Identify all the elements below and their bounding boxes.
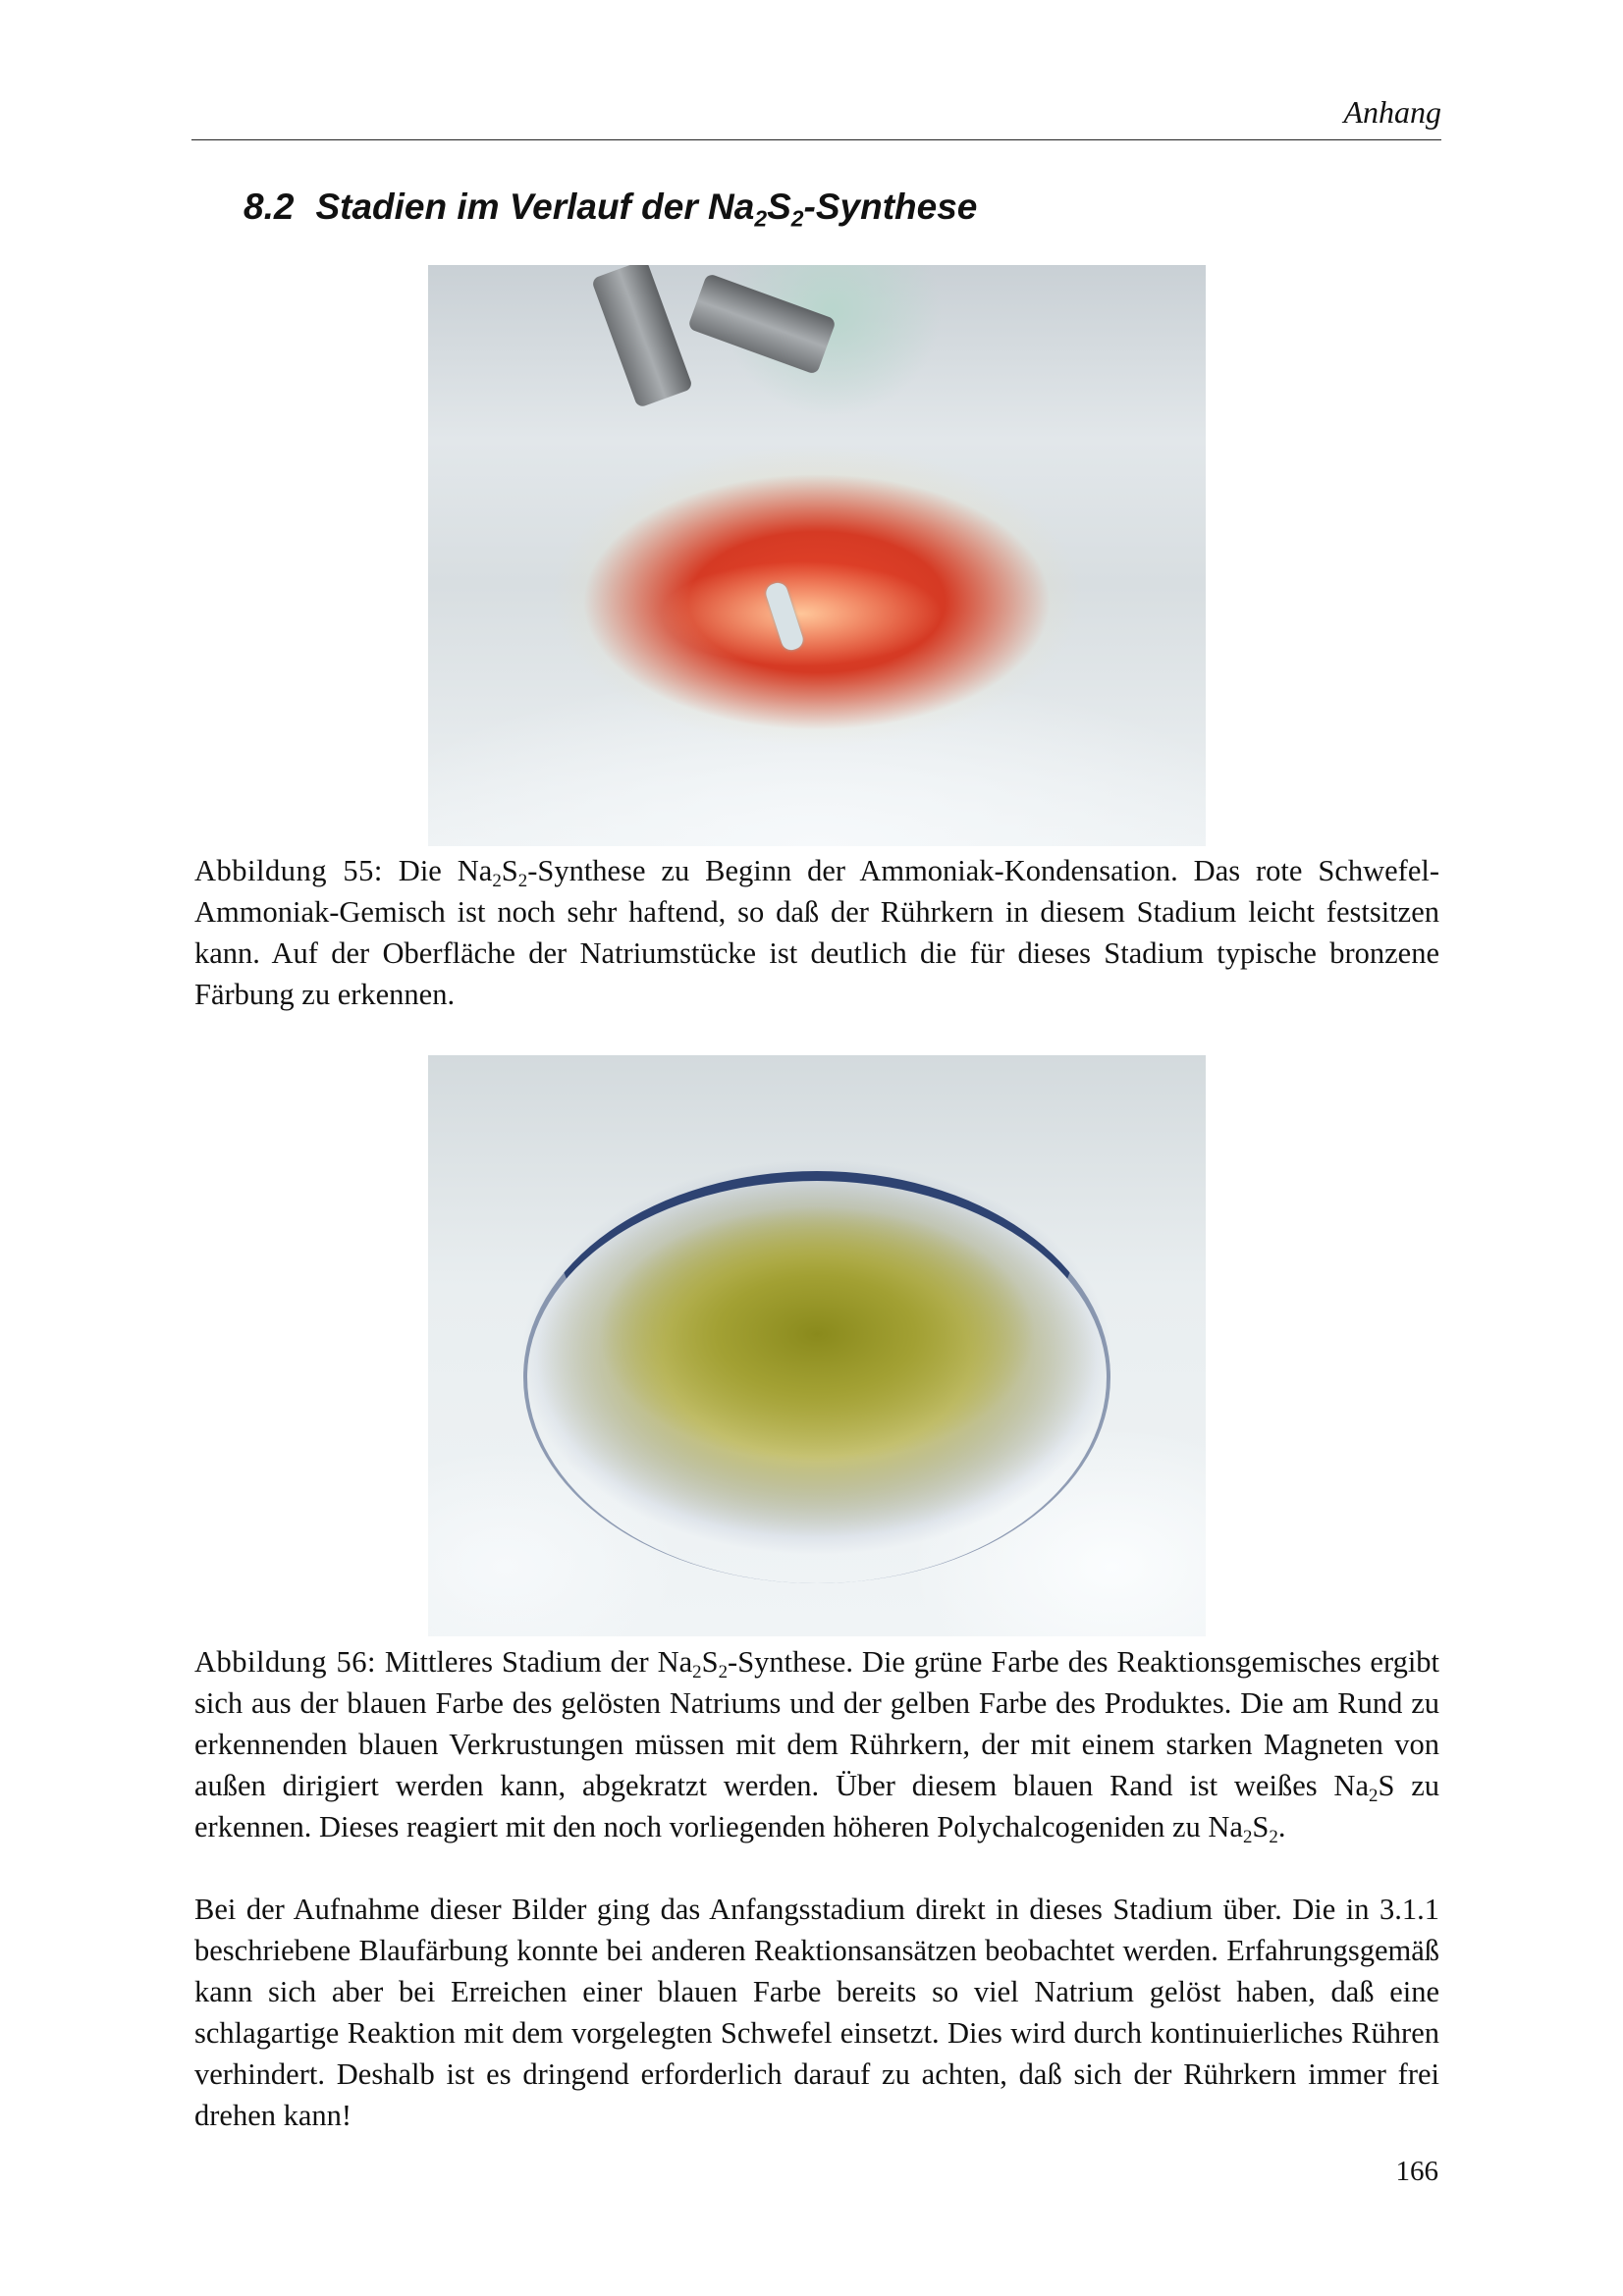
figure-55-caption <box>194 850 1439 1015</box>
caption-text: -Synthese zu Beginn der Ammoniak-Kondensation. Das rote Schwefel-Ammoniak-Gemisch ist noch sehr haftend, so daß der Rührkern in diesem Stadium leicht festsitzen kann. Auf der Oberfläche der Natriumstücke ist deutlich die für dieses Stadium typische bronzene Färbung zu erkennen. <box>194 854 1439 1011</box>
subscript: 2 <box>754 205 768 232</box>
clamp-shape <box>591 265 693 408</box>
section-title-part: Stadien im Verlauf der Na <box>315 187 755 227</box>
subscript: 2 <box>790 205 804 232</box>
caption-text: S zu erkennen. Dieses reagiert mit den noch vorliegenden höheren Polychalcogeniden zu Na <box>194 1769 1439 1843</box>
section-number: 8.2 <box>243 187 295 227</box>
subscript: 2 <box>517 871 528 892</box>
blue-rim-shape <box>523 1171 1110 1583</box>
running-header-text: Anhang <box>1343 94 1441 130</box>
stir-bar-shape <box>764 580 806 652</box>
section-title-part: -Synthese <box>803 187 978 227</box>
caption-text: -Synthese. Die grüne Farbe des Reaktionsgemisches ergibt sich aus der blauen Farbe des gelösten Natriums und der gelben Farbe des Produktes. Die am Rund zu erkennenden blauen Verkrustungen müssen mit dem Rührkern, der mit einem starken Magneten von außen dirigiert werden kann, abgekratzt werden. Über diesem blauen Rand ist weißes Na <box>194 1645 1440 1802</box>
caption-text: Die Na <box>382 854 493 887</box>
section-heading <box>243 187 978 232</box>
subscript: 2 <box>1269 1827 1278 1848</box>
caption-text: S <box>701 1645 719 1679</box>
page-number: 166 <box>1395 2156 1438 2187</box>
body-paragraph: Bei der Aufnahme dieser Bilder ging das Anfangsstadium direkt in dieses Stadium über. Die in 3.1.1 beschriebene Blaufärbung konnte bei anderen Reaktionsansätzen beobachtet werden. Erfahrungsgemäß kann sich aber bei Erreichen einer blauen Farbe bereits so viel Natrium gelöst haben, daß eine schlagartige Reaktion mit dem vorgelegten Schwefel einsetzt. Dies wird durch kontinuierliches Rühren verhindert. Deshalb ist es dringend erforderlich darauf zu achten, daß sich der Rührkern immer frei drehen kann! <box>194 1893 1439 2132</box>
figure-55-photo <box>428 265 1206 846</box>
figure-56-caption <box>194 1641 1439 1847</box>
running-header <box>191 94 1441 140</box>
caption-label: Abbildung 55: <box>194 854 383 887</box>
subscript: 2 <box>492 871 502 892</box>
caption-text: Mittleres Stadium der Na <box>375 1645 693 1679</box>
figure-56-photo <box>428 1055 1206 1636</box>
caption-label: Abbildung 56: <box>194 1645 376 1679</box>
subscript: 2 <box>1242 1827 1253 1848</box>
subscript: 2 <box>718 1662 729 1683</box>
subscript: 2 <box>1368 1786 1379 1807</box>
caption-text: S <box>501 854 518 887</box>
caption-text: . <box>1277 1810 1286 1843</box>
subscript: 2 <box>692 1662 702 1683</box>
caption-text: S <box>1252 1810 1270 1843</box>
section-title-part: S <box>767 187 791 227</box>
clamp-shape <box>687 273 837 375</box>
